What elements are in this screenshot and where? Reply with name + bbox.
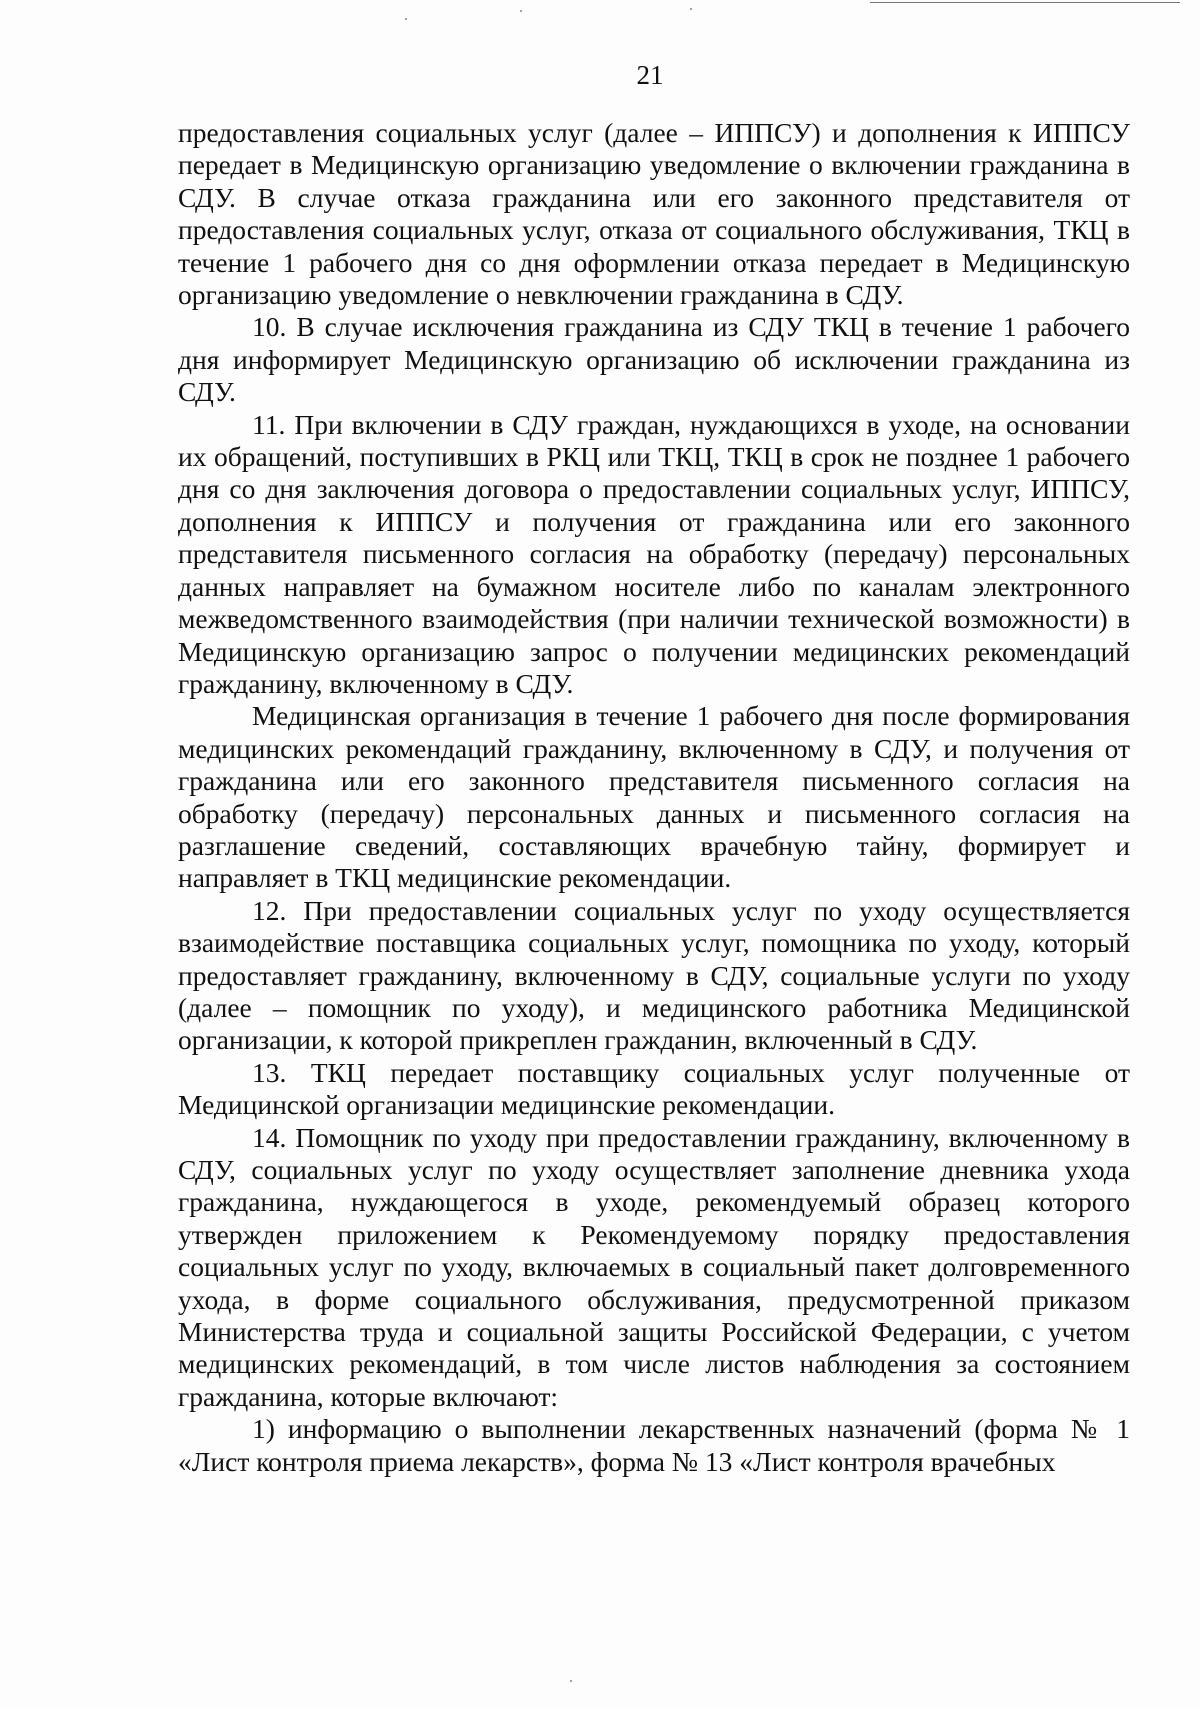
paragraph-item-13: 13. ТКЦ передает поставщику социальных услуг полученные от Медицинской организации медицинские рекомендации. (178, 1056, 1130, 1121)
scan-speck (520, 10, 522, 12)
paragraph-item-11: 11. При включении в СДУ граждан, нуждающихся в уходе, на основании их обращений, поступивших в РКЦ или ТКЦ, ТКЦ в срок не позднее 1 рабочего дня со дня заключения договора о предоставлении социальных услуг, ИППСУ, дополнения к ИППСУ и получения от гражданина или его законного представителя письменного согласия на обработку (передачу) персональных данных направляет на бумажном носителе либо по каналам электронного межведомственного взаимодействия (при наличии технической возможности) в Медицинскую организацию запрос о получении медицинских рекомендаций гражданину, включенному в СДУ. (178, 408, 1130, 699)
scan-edge-line (870, 2, 1180, 3)
scan-speck (405, 18, 407, 20)
scan-speck (690, 8, 692, 10)
scan-speck (570, 1680, 572, 1682)
paragraph-item-10: 10. В случае исключения гражданина из СДУ ТКЦ в течение 1 рабочего дня информирует Медицинскую организацию об исключении гражданина из СДУ. (178, 311, 1130, 408)
page-number: 21 (636, 60, 664, 90)
paragraph-continuation: предоставления социальных услуг (далее – ИППСУ) и дополнения к ИППСУ передает в Медицинскую организацию уведомление о включении гражданина в СДУ. В случае отказа гражданина или его законного представителя от предоставления социальных услуг, отказа от социального обслуживания, ТКЦ в течение 1 рабочего дня со дня оформлении отказа передает в Медицинскую организацию уведомление о невключении гражданина в СДУ. (178, 117, 1130, 311)
paragraph-medical-organization: Медицинская организация в течение 1 рабочего дня после формирования медицинских рекомендаций гражданину, включенному в СДУ, и получения от гражданина или его законного представителя письменного согласия на обработку (передачу) персональных данных и письменного согласия на разглашение сведений, составляющих врачебную тайну, формирует и направляет в ТКЦ медицинские рекомендации. (178, 700, 1130, 894)
paragraph-item-14: 14. Помощник по уходу при предоставлении гражданину, включенному в СДУ, социальных услуг по уходу осуществляет заполнение дневника ухода гражданина, нуждающегося в уходе, рекомендуемый образец которого утвержден приложением к Рекомендуемому порядку предоставления социальных услуг по уходу, включаемых в социальный пакет долговременного ухода, в форме социального обслуживания, предусмотренной приказом Министерства труда и социальной защиты Российской Федерации, с учетом медицинских рекомендаций, в том числе листов наблюдения за состоянием гражданина, которые включают: (178, 1121, 1130, 1412)
paragraph-subitem-1: 1) информацию о выполнении лекарственных назначений (форма № 1 «Лист контроля приема лекарств», форма № 13 «Лист контроля врачебных (178, 1413, 1130, 1477)
document-body (178, 117, 1130, 1478)
paragraph-item-12: 12. При предоставлении социальных услуг по уходу осуществляется взаимодействие поставщика социальных услуг, помощника по уходу, который предоставляет гражданину, включенному в СДУ, социальные услуги по уходу (далее – помощник по уходу), и медицинского работника Медицинской организации, к которой прикреплен гражданин, включенный в СДУ. (178, 894, 1130, 1056)
